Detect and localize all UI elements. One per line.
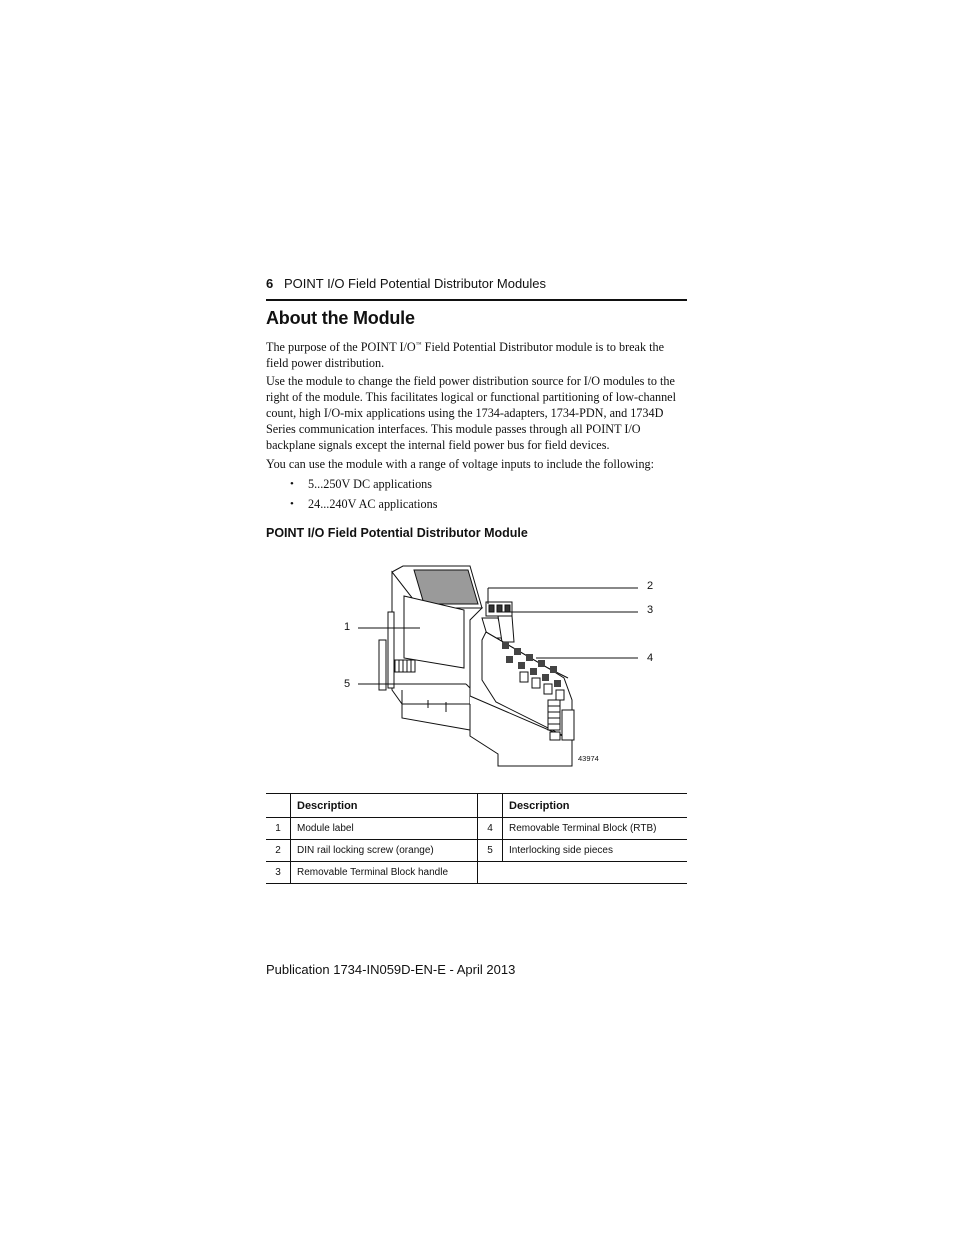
list-item: • 5...250V DC applications [290, 476, 437, 496]
header-desc-right: Description [503, 794, 688, 818]
callout-5: 5 [344, 678, 351, 690]
module-figure [336, 560, 666, 775]
paragraph-voltage: You can use the module with a range of voltage inputs to include the following: [266, 457, 655, 471]
table-header-row [266, 794, 687, 818]
publication-footer: Publication 1734-IN059D-EN-E - April 2013 [266, 962, 516, 977]
figure-title: POINT I/O Field Potential Distributor Module [266, 526, 528, 540]
header-num-right [478, 794, 503, 818]
figure-number: 43974 [578, 754, 599, 763]
module-illustration [336, 560, 666, 775]
header-desc-left: Description [291, 794, 478, 818]
section-title: About the Module [266, 308, 415, 328]
callout-3: 3 [647, 604, 654, 616]
paragraph-usage: Use the module to change the field power distribution source for I/O modules to the right of the module. This facilitates logical or functional partitioning of low-channel count, high I/O-mix applications using the 1734-adapters, 1734-PDN, and 1734D Series communication interfaces. This module passes through all POINT I/O backplane signals except the internal field power bus for field devices. [266, 374, 676, 452]
callout-4: 4 [647, 652, 654, 664]
cell-desc: DIN rail locking screw (orange) [291, 840, 478, 862]
cell-num: 2 [266, 840, 291, 862]
page-header [266, 275, 687, 301]
callout-2: 2 [647, 580, 654, 592]
cell-desc: Removable Terminal Block handle [291, 862, 478, 884]
cell-desc: Interlocking side pieces [503, 840, 688, 862]
cell-num: 3 [266, 862, 291, 884]
cell-empty [478, 862, 688, 884]
cell-num: 1 [266, 818, 291, 840]
paragraph-purpose-part1: The purpose of the POINT I/O [266, 340, 416, 355]
cell-num: 5 [478, 840, 503, 862]
trademark-symbol: ™ [415, 342, 422, 348]
callout-1: 1 [344, 621, 351, 633]
cell-desc: Module label [291, 818, 478, 840]
page-number: 6 [266, 276, 274, 291]
voltage-list [290, 476, 437, 516]
header-num-left [266, 794, 291, 818]
list-item: • 24...240V AC applications [290, 496, 437, 516]
paragraph-purpose [266, 337, 687, 371]
cell-desc: Removable Terminal Block (RTB) [503, 818, 688, 840]
paragraph-purpose-part2: Field Potential Distributor module is to break the field power distribution. [266, 340, 664, 371]
table-row [266, 818, 687, 840]
table-row [266, 840, 687, 862]
running-title: POINT I/O Field Potential Distributor Modules [284, 276, 547, 291]
description-table [266, 793, 687, 884]
table-row [266, 862, 687, 884]
cell-num: 4 [478, 818, 503, 840]
